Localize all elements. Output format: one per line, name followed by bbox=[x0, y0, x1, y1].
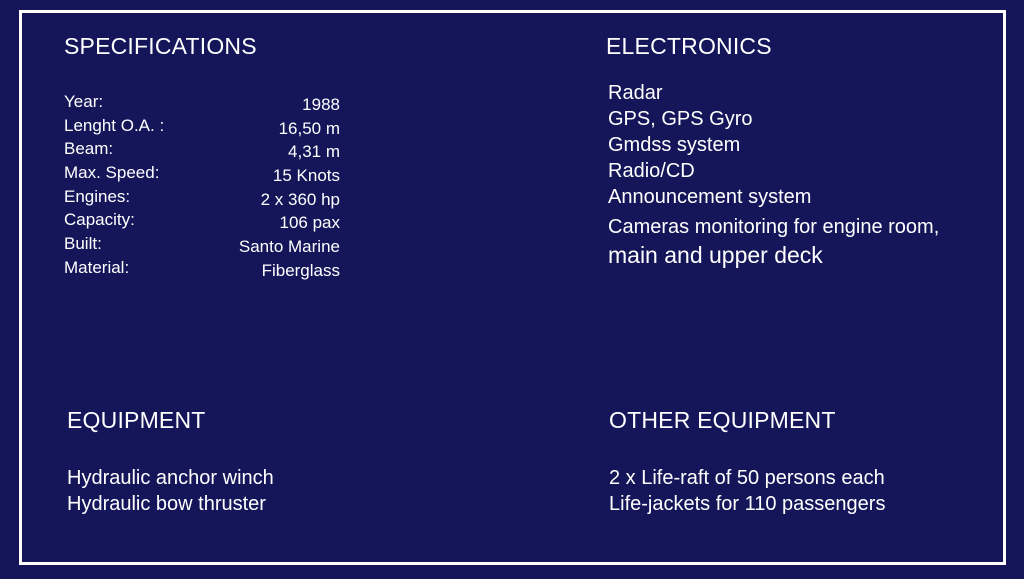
spec-row-beam bbox=[64, 138, 340, 162]
spec-row-built bbox=[64, 233, 340, 257]
spec-value: 1988 bbox=[302, 95, 340, 114]
electronics-list bbox=[608, 80, 939, 270]
list-item: Life-jackets for 110 passengers bbox=[609, 493, 886, 515]
electronics-heading: ELECTRONICS bbox=[606, 33, 772, 59]
list-item: GPS, GPS Gyro bbox=[608, 108, 753, 130]
list-item: Hydraulic anchor winch bbox=[67, 467, 274, 489]
spec-value: 106 pax bbox=[279, 213, 340, 233]
spec-label: Capacity: bbox=[64, 210, 135, 230]
other-equipment-list bbox=[609, 465, 885, 517]
spec-value: 16,50 m bbox=[278, 118, 340, 138]
spec-row-engines bbox=[64, 186, 340, 210]
spec-value: 15 Knots bbox=[272, 166, 340, 186]
spec-row-material bbox=[64, 257, 340, 281]
spec-value: 2 x 360 hp bbox=[260, 189, 340, 209]
list-item: Hydraulic bow thruster bbox=[67, 493, 266, 515]
spec-label: Lenght O.A. : bbox=[64, 115, 165, 135]
list-item: main and upper deck bbox=[608, 242, 823, 268]
spec-label: Built: bbox=[64, 234, 102, 254]
spec-value: Fiberglass bbox=[261, 260, 340, 280]
spec-label: Max. Speed: bbox=[64, 163, 160, 183]
list-item: Radio/CD bbox=[608, 160, 695, 182]
specifications-table bbox=[64, 91, 340, 281]
spec-label: Material: bbox=[64, 257, 130, 277]
spec-row-capacity bbox=[64, 209, 340, 233]
spec-value: Santo Marine bbox=[238, 237, 340, 257]
spec-row-max-speed bbox=[64, 162, 340, 186]
spec-label: Beam: bbox=[64, 139, 114, 159]
list-item: Gmdss system bbox=[608, 134, 741, 156]
equipment-heading: EQUIPMENT bbox=[67, 407, 206, 433]
spec-label: Engines: bbox=[64, 186, 131, 206]
list-item: Radar bbox=[608, 82, 663, 104]
spec-row-year bbox=[64, 91, 340, 115]
list-item: 2 x Life-raft of 50 persons each bbox=[609, 467, 885, 489]
specifications-heading: SPECIFICATIONS bbox=[64, 33, 257, 59]
other-equipment-heading: OTHER EQUIPMENT bbox=[609, 407, 836, 433]
equipment-list bbox=[67, 465, 274, 517]
spec-label: Year: bbox=[64, 92, 104, 111]
spec-value: 4,31 m bbox=[288, 142, 340, 162]
list-item: Cameras monitoring for engine room, bbox=[608, 216, 940, 238]
list-item: Announcement system bbox=[608, 186, 812, 208]
spec-row-length bbox=[64, 115, 340, 139]
